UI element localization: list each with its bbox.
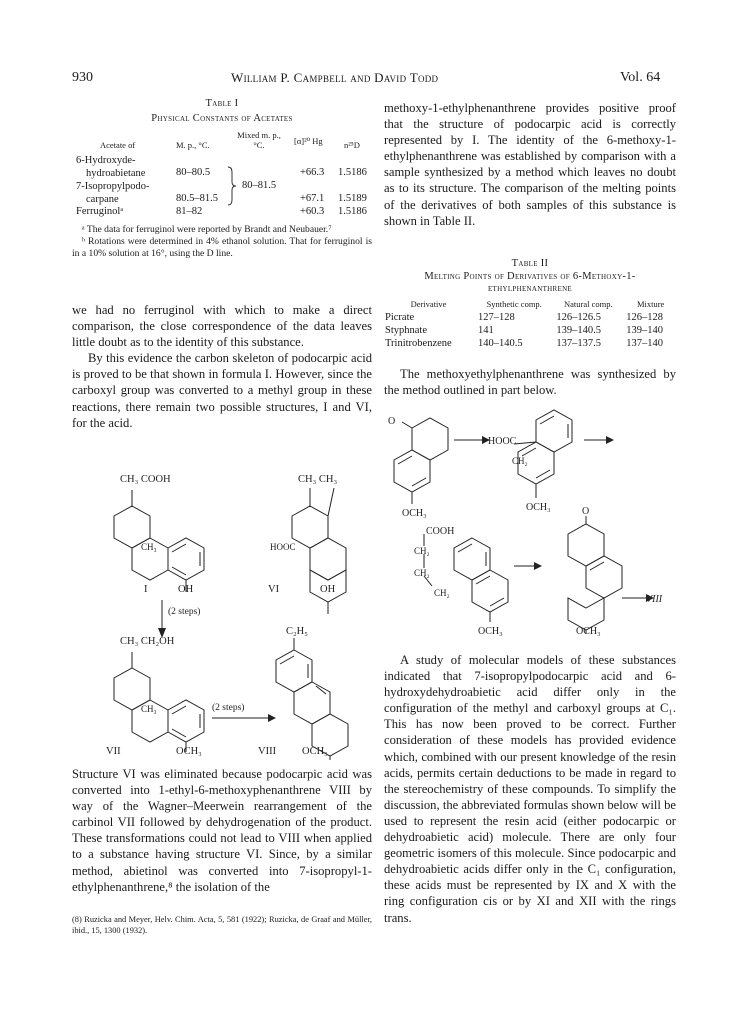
paragraph: The methoxyethylphenanthrene was synthesized by the method outlined in part below. bbox=[384, 367, 676, 398]
paragraph: methoxy-1-ethylphenanthrene provides positive proof that the structure of podocarpic acid is correctly represented by I. The identity of the 6-methoxy-1-ethylphenanthrene was established by comparison with a sample synthesized by a method which leaves no doubt as to its structure. The comparison of the melting points of the derivatives of both samples of this substance is shown in Table II. bbox=[384, 101, 676, 228]
table-row bbox=[382, 337, 678, 350]
VIII-label: VIII bbox=[258, 746, 277, 757]
left-column-lower bbox=[72, 766, 372, 895]
table-cell: Styphnate bbox=[385, 325, 427, 336]
table1-row-1-name: 6-Hydroxyde- hydroabietane bbox=[76, 155, 146, 179]
table1-mixed-mp: 80–81.5 bbox=[242, 180, 277, 191]
ring bbox=[412, 418, 448, 460]
ring bbox=[568, 524, 604, 566]
cooh-label: COOH bbox=[426, 526, 455, 537]
I-top-label: CH₃ COOH bbox=[120, 474, 171, 485]
table1-col-acetate: Acetate of bbox=[100, 140, 136, 150]
och3-label: OCH₃ bbox=[576, 626, 601, 637]
table1-note-b: ᵇ Rotations were determined in 4% ethanol solution. That for ferruginol is in a 10% solution at 16°, using the D line. bbox=[72, 236, 372, 260]
och3-label: OCH₃ bbox=[478, 626, 503, 637]
table-row bbox=[382, 324, 678, 337]
paragraph: Structure VI was eliminated because podocarpic acid was converted into 1-ethyl-6-methoxyphenanthrene VIII by way of the Wagner–Meerwein rearrangement of the carbinol VII followed by dehydrogenation of the product. These transformations could not lead to VIII when applied to a substance having structure VI. Since, by a similar method, abietinol was converted into 7-isopropyl-1-ethylphenanthrene,⁸ the isolation of the bbox=[72, 767, 372, 894]
VIII-top-label: C₂H₅ bbox=[286, 626, 308, 637]
left-column-upper bbox=[72, 302, 372, 431]
ketone-o-label: O bbox=[582, 506, 590, 517]
VI-hooc-label: HOOC bbox=[270, 542, 296, 552]
VI-oh-label: OH bbox=[320, 584, 336, 595]
table-cell: 139–140 bbox=[626, 325, 664, 336]
table1-note-a: ᵃ The data for ferruginol were reported by Brandt and Neubauer.⁷ bbox=[82, 224, 332, 235]
table-cell: 126–126.5 bbox=[556, 312, 601, 323]
two-steps-label-1: (2 steps) bbox=[168, 607, 201, 617]
table1-footnotes bbox=[72, 224, 372, 261]
two-steps-label-2: (2 steps) bbox=[212, 703, 245, 713]
table2-caption: Table II bbox=[511, 258, 549, 269]
right-column-upper bbox=[384, 100, 676, 229]
paragraph: By this evidence the carbon skeleton of podocarpic acid is proved to be that shown in formula I. However, since the carboxyl group was converted to a methyl group in these reactions, there remain two possible structures, I and VI, for the acid. bbox=[72, 351, 372, 430]
I-label: I bbox=[144, 584, 148, 595]
table-cell: 137–140 bbox=[626, 338, 664, 349]
och3-label: OCH₃ bbox=[526, 502, 551, 513]
table1 bbox=[76, 128, 372, 234]
table2-header: Synthetic comp. bbox=[486, 299, 542, 309]
table1-row-3-mp: 81–82 bbox=[176, 206, 203, 217]
table-cell: 139–140.5 bbox=[556, 325, 601, 336]
table-cell: Picrate bbox=[385, 312, 415, 323]
paragraph: we had no ferruginol with which to make a direct comparison, the close correspondence of the data leaves little doubt as to the identity of this substance. bbox=[72, 303, 372, 350]
I-oh-label: OH bbox=[178, 584, 194, 595]
table-cell: Trinitrobenzene bbox=[385, 338, 452, 349]
table2-header: Natural comp. bbox=[564, 299, 613, 309]
ring bbox=[294, 682, 330, 724]
ch2-label: CH₂ bbox=[414, 568, 430, 578]
table1-caption: Table I bbox=[205, 98, 239, 109]
table1-col-alpha: [α]²⁰ Hg bbox=[294, 136, 323, 146]
table2 bbox=[382, 298, 678, 350]
table2-header: Derivative bbox=[410, 299, 447, 309]
VIII-och3-label: OCH₃ bbox=[302, 746, 328, 757]
table-cell: 127–128 bbox=[478, 312, 515, 323]
synthesis-scheme bbox=[384, 406, 676, 638]
table-cell: 141 bbox=[478, 325, 494, 336]
table1-col-mp: M. p., °C. bbox=[176, 140, 210, 150]
hooc-label: HOOC bbox=[488, 436, 517, 447]
ch2-label: CH₂ bbox=[414, 546, 430, 556]
table-row bbox=[382, 311, 678, 324]
ring bbox=[310, 538, 346, 580]
volume-label: Vol. 64 bbox=[620, 70, 661, 85]
table-cell: 126–128 bbox=[626, 312, 664, 323]
table1-title: Physical Constants of Acetates bbox=[151, 113, 293, 124]
table1-brace bbox=[226, 166, 240, 206]
ch2-label: CH₂ bbox=[434, 588, 450, 598]
table1-row-3-name: Ferruginolᵃ bbox=[76, 206, 124, 217]
VII-top-label: CH₃ CH₂OH bbox=[120, 636, 175, 647]
table-cell: 137–137.5 bbox=[556, 338, 601, 349]
table1-row-2-alpha: +67.1 bbox=[300, 193, 325, 204]
table1-row-2-name: 7-Isopropylpodo- carpane bbox=[76, 181, 150, 205]
table1-row-1-alpha: +66.3 bbox=[300, 167, 325, 178]
table1-col-n: n²⁵D bbox=[344, 140, 360, 150]
arrow-head bbox=[606, 436, 614, 444]
running-title: William P. Campbell and David Todd bbox=[231, 70, 439, 85]
table1-row-1-n: 1.5186 bbox=[338, 167, 367, 178]
paragraph: A study of molecular models of these substances indicated that 7-isopropylpodocarpic acid and 6-hydroxydehydroabietic acid differ only in the configuration of the methyl and carboxyl groups at C₁. This has now been proved to be correct. Further consideration of these models has provided evidence which, combined with our present knowledge of the resin acids, permits certain deductions to be made in regard to the stereochemistry of these compounds. To simplify the discussion, the abbreviated formulas shown below will be used to represent the resin acid (either podocarpic or dehydroabietic acid) molecule. There are only four geometric isomers of this molecule. Since podocarpic and dehydroabietic acids differ only in the C₁ configuration, these acids must be represented by IX and X with the ring configuration cis or by XI and XII with the rings trans. bbox=[384, 653, 676, 925]
footnote-8: (8) Ruzicka and Meyer, Helv. Chim. Acta, 5, 581 (1922); Ruzicka, de Graaf and Müller, ibid., 15, 1300 (1932). bbox=[72, 915, 372, 935]
table1-row-2-mp: 80.5–81.5 bbox=[176, 193, 218, 204]
ch2-label: CH₂ bbox=[512, 456, 528, 466]
right-column-lower bbox=[384, 652, 676, 926]
table2-title: Melting Points of Derivatives of 6-Methoxy-1-ethylphenanthrene bbox=[424, 271, 636, 294]
page-number: 930 bbox=[72, 70, 93, 85]
table2-header: Mixture bbox=[636, 299, 665, 309]
table1-row-3-n: 1.5186 bbox=[338, 206, 367, 217]
table1-row-3-alpha: +60.3 bbox=[300, 206, 325, 217]
och3-label: OCH₃ bbox=[402, 508, 427, 519]
VI-top-label: CH₃ CH₃ bbox=[298, 474, 338, 485]
VII-och3-label: OCH₃ bbox=[176, 746, 202, 757]
structures-I-VI-VII-VIII bbox=[72, 468, 372, 764]
I-ch3-label: CH₃ bbox=[141, 542, 157, 552]
VII-label: VII bbox=[106, 746, 121, 757]
table1-row-2-n: 1.5189 bbox=[338, 193, 367, 204]
table-cell: 140–140.5 bbox=[478, 338, 523, 349]
viii-target-label: VIII bbox=[646, 594, 663, 605]
arrow-head bbox=[534, 562, 542, 570]
ketone-o-label: O bbox=[388, 416, 396, 427]
right-column-middle bbox=[384, 366, 676, 398]
ring bbox=[292, 506, 328, 548]
table1-row-1-mp: 80–80.5 bbox=[176, 167, 211, 178]
VII-ch3-label: CH₃ bbox=[141, 704, 157, 714]
right-arrow-head bbox=[268, 714, 276, 722]
VI-label: VI bbox=[268, 584, 280, 595]
table1-col-mixed: Mixed m. p., °C. bbox=[237, 130, 281, 150]
